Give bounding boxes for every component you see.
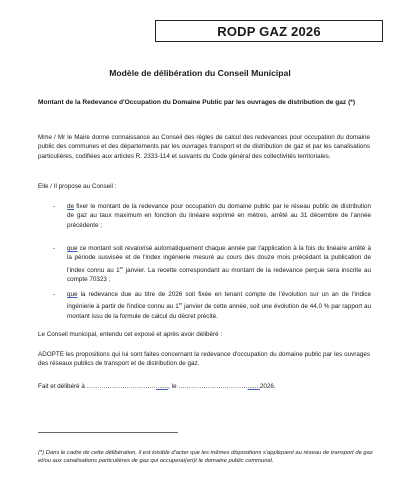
document-title: Modèle de délibération du Conseil Municipal: [109, 68, 291, 78]
signature-place-date-line: [38, 382, 370, 391]
bullet-dash: -: [53, 245, 56, 252]
proposal-item-lead: que: [67, 245, 78, 252]
proposal-item-text: [67, 244, 371, 285]
intro-paragraph: Mme / Mr le Maire donne connaissance au Conseil des règles de calcul des redevances pour occupation du domaine public des communes et des départements par les ouvrages transport et de distribution de gaz et par les canalisations particulières, codifiées aux articles R. 2333-114 et suivants du Code général des collectivités territoriales.: [38, 134, 370, 160]
document-code-box: [155, 20, 383, 42]
bullet-dash: -: [53, 291, 56, 298]
date-blank[interactable]: .......: [247, 383, 260, 390]
place-blank[interactable]: .......: [155, 383, 169, 390]
bullet-dash: -: [53, 203, 56, 210]
proposal-item-body: fixer le montant de la redevance pour occupation du domaine public par le réseau public de distribution de gaz au taux maximum en fonction du linéaire exprimé en mètres, arrêté au 31 décembre de l'année précédente ;: [67, 203, 371, 229]
adoption-paragraph: ADOPTE les propositions qui lui sont faites concernant la redevance d'occupation du domaine public par les ouvrages des réseaux publics de transport et de distribution de gaz.: [38, 351, 370, 368]
proposal-item-text: [67, 202, 371, 230]
proposal-item-lead: de: [67, 203, 75, 210]
ordinal-superscript: er: [178, 301, 183, 307]
council-statement: Le Conseil municipal, entendu cet exposé et après avoir délibéré :: [38, 331, 223, 338]
proposal-item-lead: que: [67, 291, 78, 298]
proposal-lead: Elle / Il propose au Conseil :: [38, 183, 117, 190]
fait-year: 2026.: [259, 383, 276, 390]
fait-prefix: Fait et délibéré à ……………………………: [38, 383, 156, 390]
ordinal-superscript: er: [119, 264, 124, 270]
document-code: RODP GAZ 2026: [217, 23, 321, 39]
proposal-item-body-end: janvier. La recette correspondant au montant de la redevance perçue sera inscrite au compte 70323 ;: [67, 266, 371, 284]
proposal-item-body: la redevance due au titre de 2026 soit fixée en tenant compte de l'évolution sur un an de l'indice ingénierie à partir de l'indice connu au 1: [67, 291, 371, 311]
proposal-item-text: [67, 290, 371, 321]
footnote: (*) Dans le cadre de cette délibération, il est loisible d'acter que les mêmes dispositions s'appliquent au réseau de transport de gaz et/ou aux canalisations particulières de gaz qui occuperai(en)t le domaine public communal.: [38, 450, 373, 465]
deliberation-subject: Montant de la Redevance d'Occupation du Domaine Public par les ouvrages de distribution de gaz (*): [38, 99, 356, 106]
footnote-separator: [38, 432, 178, 433]
proposal-item-body: ce montant soit revalorisé automatiquement chaque année par l'application à la fois du linéaire arrêté à la période susvisée et de l'index ingénierie mesuré au cours des douze mois précédant la publication de l'index connu au 1: [67, 245, 371, 274]
proposal-item-body-end: janvier de cette année, soit une évolution de 44,0 % par rapport au montant issu de la formule de calcul du décret précité.: [67, 303, 372, 320]
fait-mid: , le ……………………………: [168, 383, 248, 390]
